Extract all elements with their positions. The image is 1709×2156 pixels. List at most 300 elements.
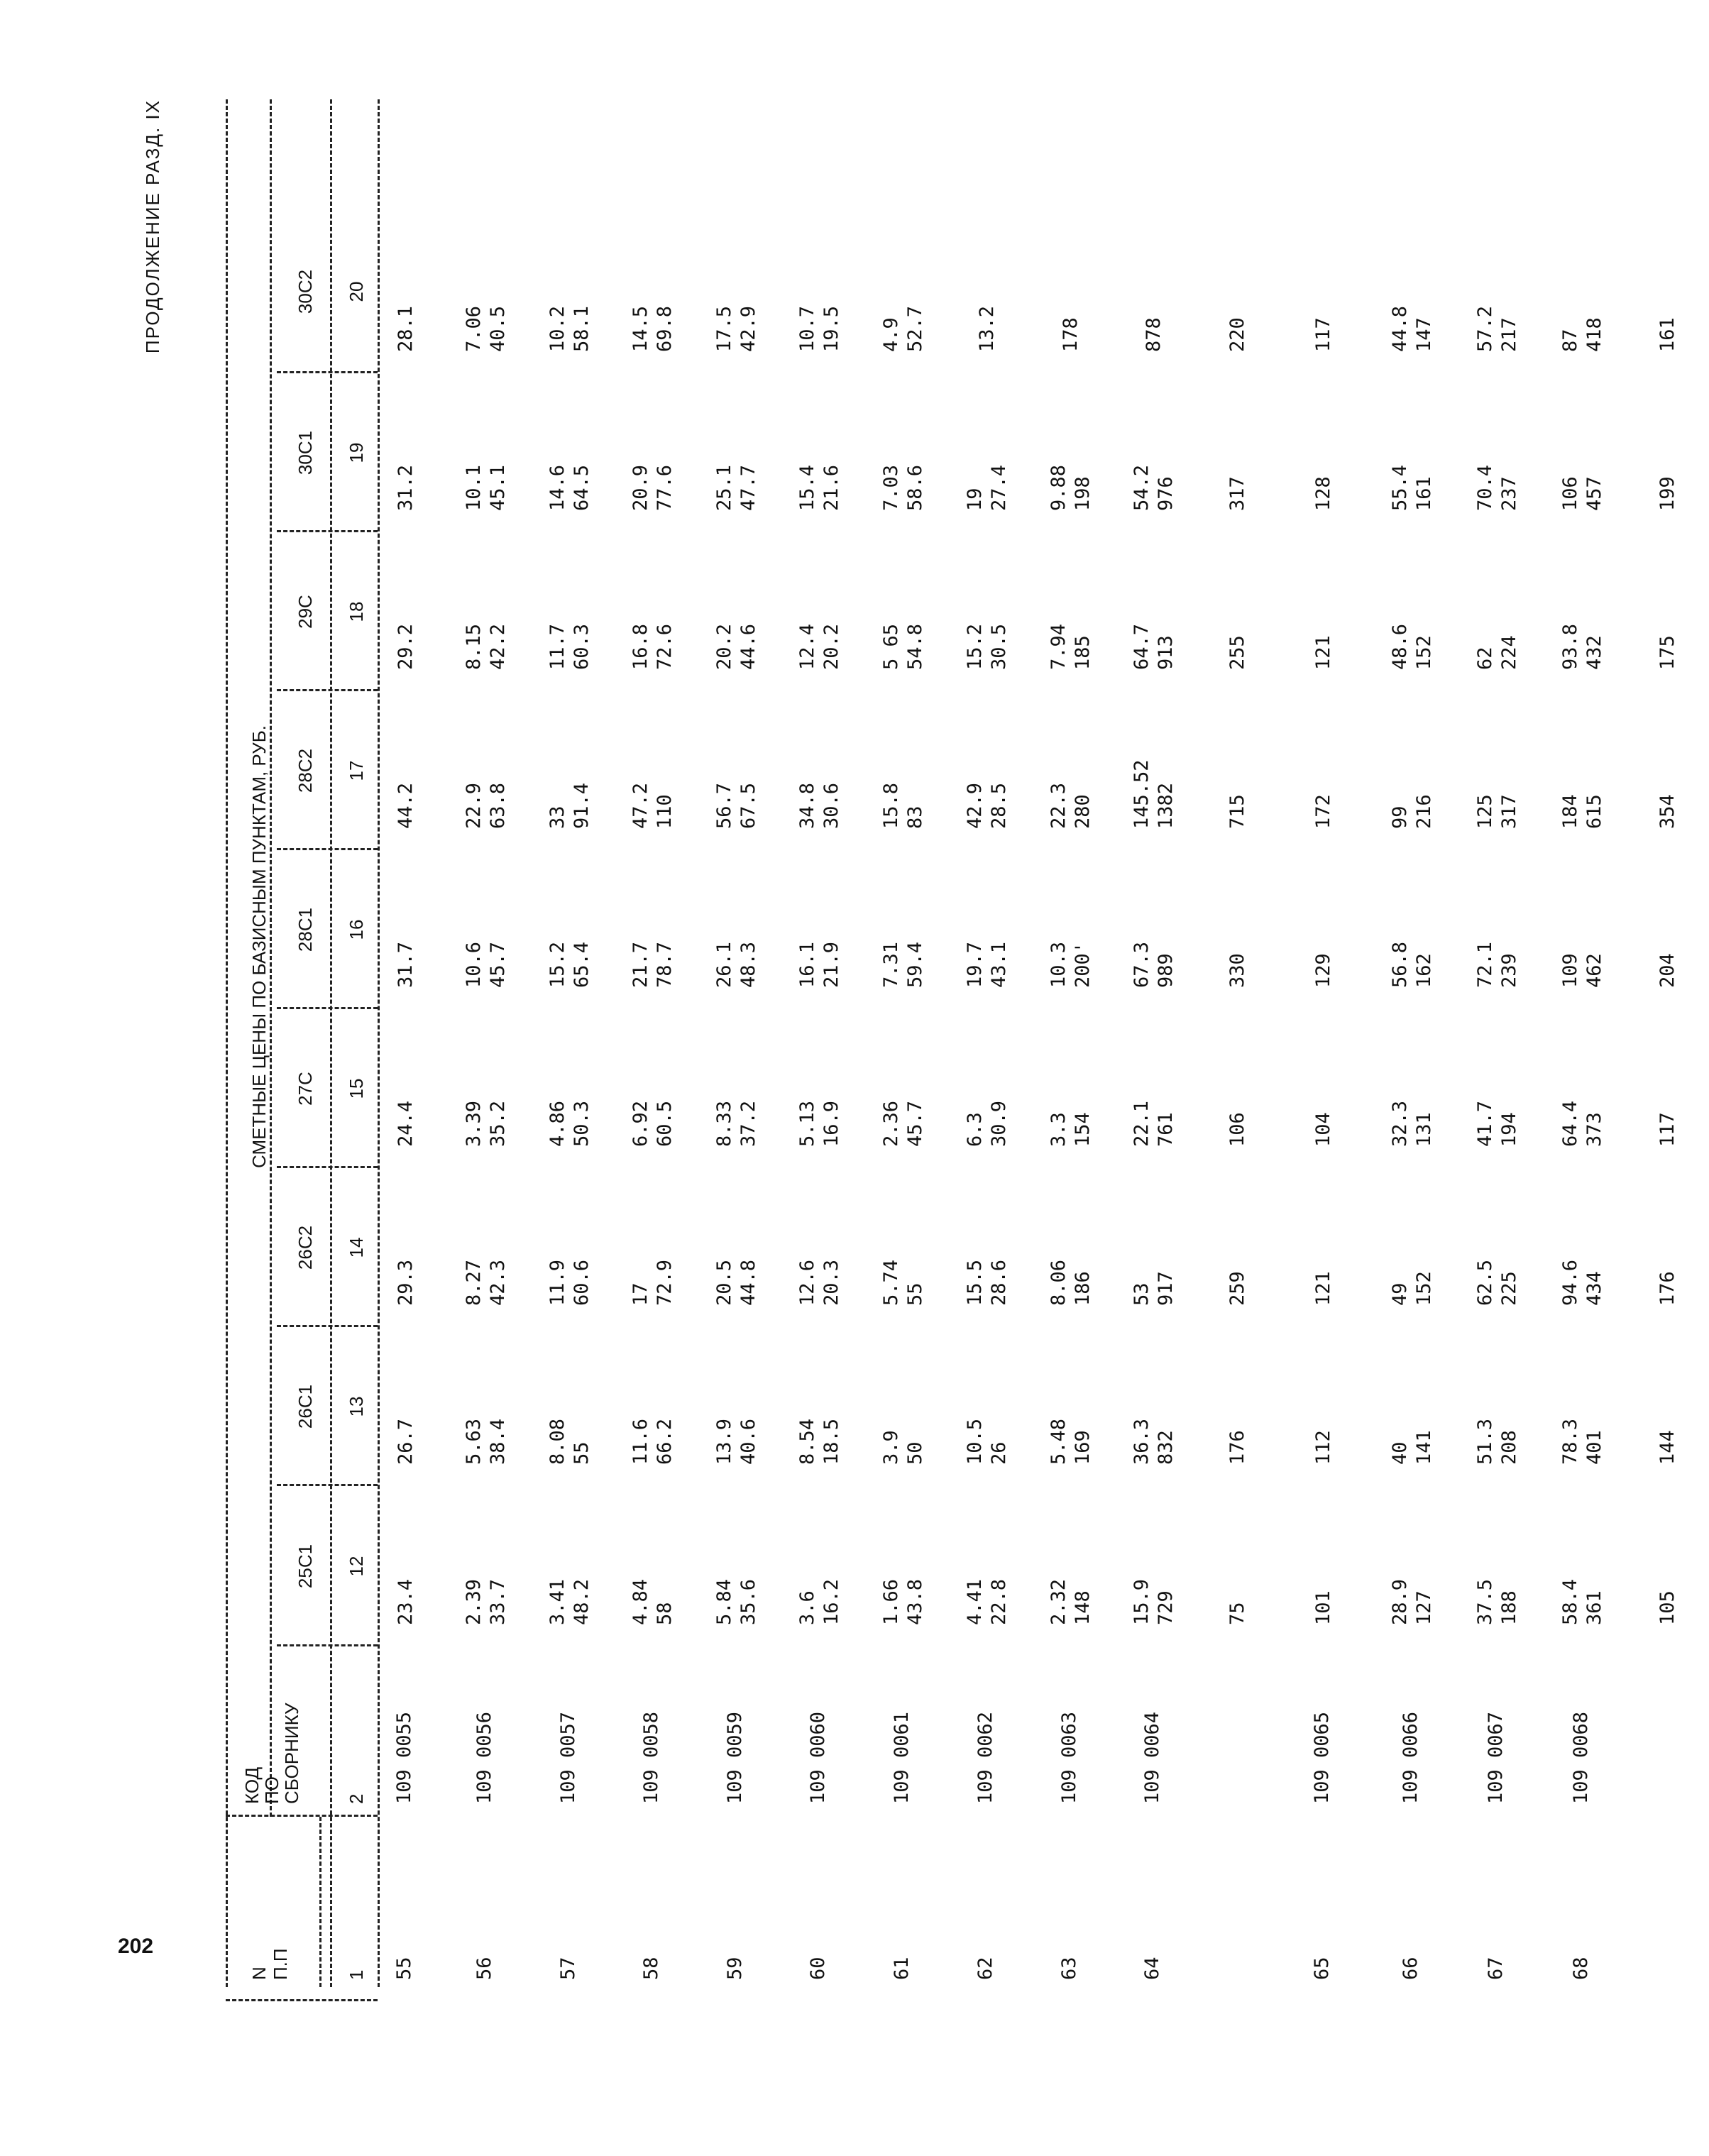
price-cell: [629, 1579, 677, 1625]
price-value: 26: [988, 1441, 1010, 1465]
price-value: 8.15: [463, 623, 485, 670]
price-value: 72.9: [654, 1259, 676, 1306]
price-value: 832: [1155, 1430, 1177, 1465]
price-cell: [1388, 942, 1436, 988]
price-value: 52.7: [904, 305, 926, 352]
price-value: 131: [1413, 1112, 1435, 1147]
price-value: 21.9: [820, 941, 842, 988]
price-cell: [713, 1101, 761, 1147]
price-cell: [1312, 317, 1336, 352]
price-value: 354: [1656, 794, 1678, 829]
price-cell: [462, 465, 510, 511]
price-value: 45.7: [904, 1100, 926, 1147]
price-cell: [713, 1260, 761, 1306]
price-value: 23.4: [395, 1578, 417, 1625]
price-cell: [1559, 624, 1607, 670]
price-cell: [1226, 476, 1250, 511]
price-value: 20.9: [630, 464, 652, 511]
price-value: 15.8: [880, 782, 902, 829]
price-value: 5.48: [1048, 1418, 1070, 1465]
price-value: 33.7: [487, 1578, 509, 1625]
price-value: 37.5: [1474, 1578, 1496, 1625]
header-num-18: 18: [346, 601, 367, 622]
price-cell: [796, 1101, 844, 1147]
price-value: 15.2: [964, 623, 986, 670]
price-cell: [462, 783, 510, 829]
price-value: 4.84: [630, 1578, 652, 1625]
price-value: 8.33: [713, 1100, 735, 1147]
price-value: 50.3: [571, 1100, 593, 1147]
price-cell: [1473, 1419, 1522, 1465]
price-value: 19.5: [820, 305, 842, 352]
price-value: 40: [1389, 1441, 1411, 1465]
price-value: 145.52: [1131, 759, 1153, 829]
price-value: 3.39: [463, 1100, 485, 1147]
price-value: 208: [1498, 1430, 1520, 1465]
price-value: 44.6: [737, 623, 759, 670]
price-value: 373: [1583, 1112, 1605, 1147]
price-value: 11.9: [546, 1259, 568, 1306]
price-cell: [1226, 794, 1250, 829]
row-number: 68: [1570, 1957, 1592, 1980]
price-cell: [963, 1579, 1011, 1625]
price-value: 141: [1413, 1430, 1435, 1465]
price-value: 40.6: [737, 1418, 759, 1465]
price-value: 2.32: [1048, 1578, 1070, 1625]
price-value: 154: [1072, 1112, 1094, 1147]
price-cell: [1312, 1590, 1336, 1625]
price-value: 24.4: [395, 1100, 417, 1147]
group-rule: [270, 99, 272, 1817]
price-value: 48.2: [571, 1578, 593, 1625]
price-value: 5 65: [880, 623, 902, 670]
price-cell: [546, 1260, 594, 1306]
price-value: 50: [904, 1441, 926, 1465]
price-value: 27.4: [988, 464, 1010, 511]
price-cell: [462, 624, 510, 670]
price-value: 3.3: [1048, 1112, 1070, 1147]
price-value: 144: [1656, 1430, 1678, 1465]
price-cell: [394, 465, 418, 511]
price-value: 8.27: [463, 1259, 485, 1306]
price-value: 66.2: [654, 1418, 676, 1465]
price-value: 128: [1312, 476, 1334, 511]
price-value: 47.2: [630, 782, 652, 829]
price-value: 8.08: [546, 1418, 568, 1465]
price-value: 32.3: [1389, 1100, 1411, 1147]
price-value: 64.7: [1131, 623, 1153, 670]
price-value: 976: [1155, 476, 1177, 511]
price-value: 7.94: [1048, 623, 1070, 670]
price-cell: [1473, 1101, 1522, 1147]
header-col-25c1: 25С1: [295, 1544, 316, 1589]
price-value: 67.5: [737, 782, 759, 829]
price-value: 224: [1498, 635, 1520, 670]
price-value: 12.4: [796, 623, 818, 670]
price-cell: [1473, 1579, 1522, 1625]
price-value: 58: [654, 1602, 676, 1625]
price-cell: [546, 1579, 594, 1625]
price-value: 77.6: [654, 464, 676, 511]
price-cell: [394, 1579, 418, 1625]
price-value: 41.7: [1474, 1100, 1496, 1147]
price-cell: [713, 1419, 761, 1465]
price-value: 48.3: [737, 941, 759, 988]
price-cell: [1656, 1590, 1680, 1625]
header-num-13: 13: [346, 1396, 367, 1417]
price-value: 259: [1226, 1271, 1248, 1306]
price-value: 186: [1072, 1271, 1094, 1306]
price-value: 9.88: [1048, 464, 1070, 511]
row-code: 109 0057: [557, 1711, 579, 1804]
price-value: 54.8: [904, 623, 926, 670]
price-cell: [629, 306, 677, 352]
price-value: 4.86: [546, 1100, 568, 1147]
price-value: 58.1: [571, 305, 593, 352]
price-cell: [462, 306, 510, 352]
price-value: 15.2: [546, 941, 568, 988]
price-value: 8.06: [1048, 1259, 1070, 1306]
price-cell: [1130, 1101, 1178, 1147]
price-cell: [629, 1101, 677, 1147]
price-value: 106: [1226, 1112, 1248, 1147]
price-value: 6.92: [630, 1100, 652, 1147]
price-value: 7.31: [880, 941, 902, 988]
price-value: 31.7: [395, 941, 417, 988]
price-value: 109: [1559, 953, 1581, 988]
price-value: 67.3: [1131, 941, 1153, 988]
header-num-16: 16: [346, 919, 367, 940]
price-cell: [462, 1101, 510, 1147]
price-value: 18.5: [820, 1418, 842, 1465]
price-value: 16.9: [820, 1100, 842, 1147]
price-value: 172: [1312, 794, 1334, 829]
price-value: 7.06: [463, 305, 485, 352]
price-value: 112: [1312, 1430, 1334, 1465]
price-cell: [1388, 306, 1436, 352]
price-cell: [1388, 624, 1436, 670]
price-cell: [796, 783, 844, 829]
price-value: 60.3: [571, 623, 593, 670]
row-number: 63: [1058, 1957, 1080, 1980]
price-value: 3.9: [880, 1430, 902, 1465]
price-value: 176: [1226, 1430, 1248, 1465]
price-cell: [879, 465, 928, 511]
price-cell: [462, 1579, 510, 1625]
price-cell: [1047, 1112, 1095, 1147]
price-value: 6.3: [964, 1112, 986, 1147]
price-cell: [963, 624, 1011, 670]
price-value: 47.7: [737, 464, 759, 511]
price-cell: [1130, 1419, 1178, 1465]
price-value: 26.1: [713, 941, 735, 988]
price-value: 44.2: [395, 782, 417, 829]
price-cell: [1047, 624, 1095, 670]
price-value: 239: [1498, 953, 1520, 988]
price-cell: [1226, 1602, 1250, 1625]
header-col-28c1: 28С1: [295, 907, 316, 952]
price-value: 55: [904, 1282, 926, 1306]
price-cell: [1226, 317, 1250, 352]
price-value: 11.6: [630, 1418, 652, 1465]
price-cell: [1473, 942, 1522, 988]
price-value: 462: [1583, 953, 1605, 988]
price-value: 69.8: [654, 305, 676, 352]
price-cell: [546, 306, 594, 352]
header-num-20: 20: [346, 281, 367, 302]
price-cell: [1656, 476, 1680, 511]
price-value: 106: [1559, 476, 1581, 511]
price-value: 317: [1498, 794, 1520, 829]
price-value: 64.5: [571, 464, 593, 511]
price-cell: [1473, 465, 1522, 511]
price-value: 5.74: [880, 1259, 902, 1306]
row-number: 62: [974, 1957, 996, 1980]
price-value: 33: [546, 805, 568, 829]
price-value: 10.5: [964, 1418, 986, 1465]
price-cell: [1656, 1430, 1680, 1465]
price-cell: [546, 783, 594, 829]
row-code: 109 0062: [974, 1711, 996, 1804]
header-code-line1: КОД: [241, 1766, 263, 1804]
price-cell: [1226, 1271, 1250, 1306]
price-cell: [796, 1260, 844, 1306]
price-cell: [963, 1260, 1011, 1306]
price-value: 361: [1583, 1590, 1605, 1625]
header-rule-np: [319, 1817, 322, 1987]
header-col-26c1: 26С1: [295, 1384, 316, 1429]
price-cell: [1473, 635, 1522, 670]
price-value: 60.6: [571, 1259, 593, 1306]
price-value: 5.84: [713, 1578, 735, 1625]
price-value: 78.7: [654, 941, 676, 988]
header-num-17: 17: [346, 760, 367, 781]
price-cell: [546, 1419, 594, 1465]
price-cell: [713, 624, 761, 670]
price-value: 13.2: [976, 305, 998, 352]
price-value: 55.4: [1389, 464, 1411, 511]
header-col-27c: 27С: [295, 1072, 316, 1106]
price-cell: [1559, 1101, 1607, 1147]
price-value: 42.3: [487, 1259, 509, 1306]
row-code: 109 0063: [1058, 1711, 1080, 1804]
price-value: 161: [1656, 317, 1678, 352]
price-cell: [1130, 1271, 1178, 1306]
price-value: 21.6: [820, 464, 842, 511]
price-value: 989: [1155, 953, 1177, 988]
price-value: 3.6: [796, 1590, 818, 1625]
price-value: 169: [1072, 1430, 1094, 1465]
price-value: 217: [1498, 317, 1520, 352]
price-value: 62: [1474, 647, 1496, 670]
price-cell: [1312, 794, 1336, 829]
price-cell: [879, 1430, 928, 1465]
price-value: 152: [1413, 1271, 1435, 1306]
price-value: 101: [1312, 1590, 1334, 1625]
header-col-29c: 29С: [295, 595, 316, 629]
page-number: 202: [118, 1935, 154, 1958]
price-cell: [394, 1101, 418, 1147]
price-value: 280: [1072, 794, 1094, 829]
table-top-rule: [226, 99, 228, 1987]
price-value: 176: [1656, 1271, 1678, 1306]
price-cell: [1388, 1101, 1436, 1147]
price-value: 16.8: [630, 623, 652, 670]
price-cell: [1388, 465, 1436, 511]
price-cell: [963, 942, 1011, 988]
price-value: 220: [1226, 317, 1248, 352]
price-cell: [1559, 1260, 1607, 1306]
row-number: 59: [724, 1957, 746, 1980]
price-cell: [713, 942, 761, 988]
price-value: 28.9: [1389, 1578, 1411, 1625]
row-code: 109 0066: [1400, 1711, 1422, 1804]
price-value: 30.5: [988, 623, 1010, 670]
price-value: 25.1: [713, 464, 735, 511]
price-cell: [1388, 1579, 1436, 1625]
price-value: 147: [1413, 317, 1435, 352]
price-value: 162: [1413, 953, 1435, 988]
price-value: 330: [1226, 953, 1248, 988]
price-value: 194: [1498, 1112, 1520, 1147]
price-cell: [1059, 317, 1083, 352]
price-value: 59.4: [904, 941, 926, 988]
price-value: 14.6: [546, 464, 568, 511]
rotated-page: [142, 99, 1689, 1987]
price-cell: [879, 1579, 928, 1625]
price-value: 7.03: [880, 464, 902, 511]
price-value: 93.8: [1559, 623, 1581, 670]
price-value: 56.8: [1389, 941, 1411, 988]
price-value: 5.63: [463, 1418, 485, 1465]
price-value: 20.2: [820, 623, 842, 670]
price-value: 198: [1072, 476, 1094, 511]
price-value: 49: [1389, 1282, 1411, 1306]
price-value: 26.7: [395, 1418, 417, 1465]
price-value: 401: [1583, 1430, 1605, 1465]
price-value: 36.3: [1131, 1418, 1153, 1465]
price-value: 29.2: [395, 623, 417, 670]
price-cell: [1312, 1430, 1336, 1465]
price-value: 4.9: [880, 317, 902, 352]
price-cell: [546, 465, 594, 511]
price-value: 10.1: [463, 464, 485, 511]
price-value: 913: [1155, 635, 1177, 670]
price-value: 57.2: [1474, 305, 1496, 352]
price-value: 87: [1559, 329, 1581, 352]
price-cell: [796, 1579, 844, 1625]
price-value: 15.5: [964, 1259, 986, 1306]
price-value: 185: [1072, 635, 1094, 670]
price-cell: [879, 1260, 928, 1306]
price-cell: [1130, 942, 1178, 988]
price-value: 42.9: [737, 305, 759, 352]
price-cell: [1559, 1419, 1607, 1465]
price-value: 117: [1312, 317, 1334, 352]
row-code: 109 0061: [891, 1711, 913, 1804]
price-cell: [629, 465, 677, 511]
price-cell: [462, 1260, 510, 1306]
price-cell: [1047, 1260, 1095, 1306]
price-value: 110: [654, 794, 676, 829]
price-value: 53: [1131, 1282, 1153, 1306]
row-code: 109 0064: [1141, 1711, 1163, 1804]
price-value: 30.9: [988, 1100, 1010, 1147]
header-col-28c2: 28С2: [295, 748, 316, 793]
price-value: 14.5: [630, 305, 652, 352]
price-cell: [1388, 1271, 1436, 1306]
price-value: 15.9: [1131, 1578, 1153, 1625]
price-value: 104: [1312, 1112, 1334, 1147]
price-cell: [1312, 635, 1336, 670]
price-value: 44.8: [737, 1259, 759, 1306]
price-cell: [1559, 953, 1607, 988]
price-cell: [1130, 624, 1178, 670]
price-value: 15.4: [796, 464, 818, 511]
price-value: 255: [1226, 635, 1248, 670]
header-code-line3: СБОРНИКУ: [281, 1703, 302, 1804]
price-value: 63.8: [487, 782, 509, 829]
price-value: 43.8: [904, 1578, 926, 1625]
price-value: 40.5: [487, 305, 509, 352]
price-value: 129: [1312, 953, 1334, 988]
price-value: 30.6: [820, 782, 842, 829]
price-value: 125: [1474, 794, 1496, 829]
price-cell: [713, 465, 761, 511]
price-value: 1382: [1155, 782, 1177, 829]
row-number: 55: [393, 1957, 415, 1980]
price-cell: [1226, 635, 1250, 670]
price-value: 17.5: [713, 305, 735, 352]
price-cell: [1226, 953, 1250, 988]
price-value: 45.7: [487, 941, 509, 988]
price-cell: [879, 942, 928, 988]
price-value: 78.3: [1559, 1418, 1581, 1465]
row-number: 61: [891, 1957, 913, 1980]
price-cell: [1047, 1579, 1095, 1625]
price-cell: [1656, 317, 1680, 352]
row-code: 109 0056: [473, 1711, 495, 1804]
vrule: [226, 1815, 378, 1817]
header-num-19: 19: [346, 442, 367, 463]
price-value: 28.6: [988, 1259, 1010, 1306]
price-cell: [1656, 794, 1680, 829]
row-number: 64: [1141, 1957, 1163, 1980]
price-value: 2.36: [880, 1100, 902, 1147]
price-value: 28.5: [988, 782, 1010, 829]
price-cell: [879, 783, 928, 829]
price-value: 615: [1583, 794, 1605, 829]
row-number: 65: [1311, 1957, 1333, 1980]
price-cell: [879, 1101, 928, 1147]
price-cell: [1656, 1112, 1680, 1147]
price-value: 237: [1498, 476, 1520, 511]
price-value: 178: [1060, 317, 1082, 352]
price-cell: [1656, 635, 1680, 670]
price-value: 3.41: [546, 1578, 568, 1625]
header-col-30c2: 30С2: [295, 269, 316, 314]
row-number: 56: [473, 1957, 495, 1980]
price-cell: [1047, 783, 1095, 829]
price-cell: [796, 942, 844, 988]
price-cell: [1388, 794, 1436, 829]
price-cell: [1388, 1430, 1436, 1465]
price-value: 35.6: [737, 1578, 759, 1625]
price-cell: [796, 465, 844, 511]
price-cell: [394, 1419, 418, 1465]
header-num-15: 15: [346, 1078, 367, 1099]
row-code: 109 0060: [807, 1711, 829, 1804]
